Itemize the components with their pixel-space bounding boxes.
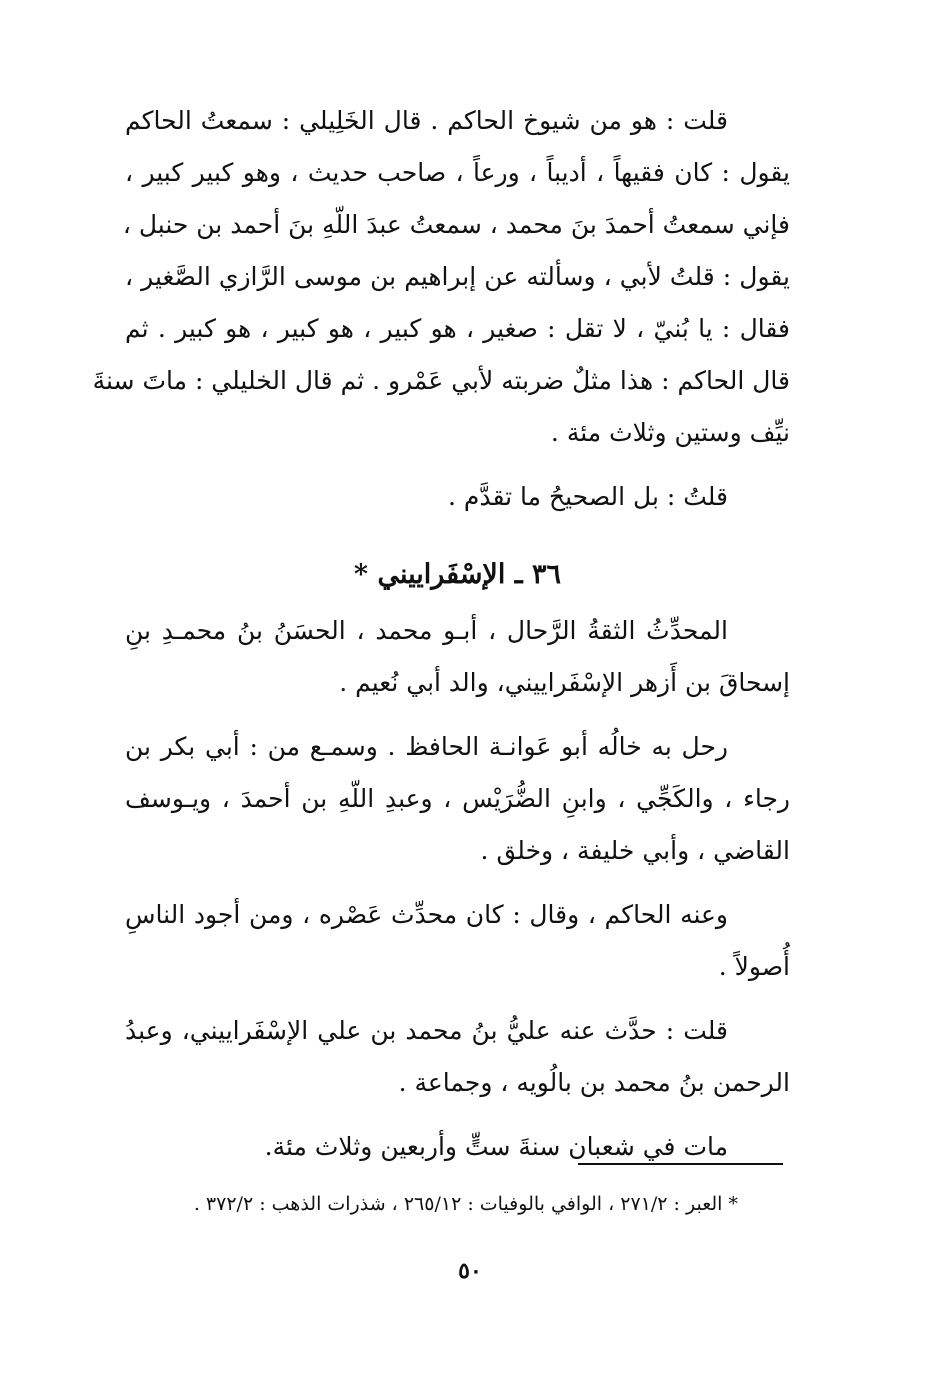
page-number: ٥٠ (458, 1258, 482, 1284)
text-line: وعنه الحاكم ، وقال : كان محدِّث عَصْره ، ومن أجود الناسِ (125, 900, 728, 929)
text-line: فقال : يا بُنيّ ، لا تقل : صغير ، هو كبير ، هو كبير ، هو كبير . ثم (125, 314, 790, 343)
text-line: الرحمن بنُ محمد بن بالُويه ، وجماعة . (398, 1068, 790, 1097)
paragraph-2 (125, 471, 790, 523)
text-line: قال الحاكم : هذا مثلٌ ضربته لأبي عَمْرو . ثم قال الخليلي : ماتَ سنةَ (92, 366, 790, 395)
paragraph-1 (92, 95, 790, 459)
entry-heading: ٣٦ ـ الإسْفَراييني * (353, 559, 562, 590)
text-line: قلت : حدَّث عنه عليُّ بنُ محمد بن علي الإسْفَراييني، وعبدُ (125, 1016, 728, 1045)
text-line: رجاء ، والكَجِّي ، وابنِ الضُّرَيْس ، وعبدِ اللّهِ بن أحمدَ ، ويـوسف (125, 784, 790, 813)
footnote: * العبر : ٢٧١/٢ ، الوافي بالوفيات : ٢٦٥/١٢ ، شذرات الذهب : ٣٧٢/٢ . (193, 1193, 738, 1215)
text-line: يقول : كان فقيهاً ، أديباً ، ورعاً ، صاحب حديث ، وهو كبير كبير ، (125, 158, 790, 187)
text-line: إسحاقَ بن أَزهر الإسْفَراييني، والد أبي نُعيم . (339, 668, 790, 697)
paragraph-4 (125, 721, 790, 877)
paragraph-7 (125, 1121, 790, 1173)
paragraph-3 (125, 605, 790, 709)
paragraph-6 (125, 1005, 790, 1109)
text-line: مات في شعبان سنةَ ستٍّ وأربعين وثلاث مئة. (264, 1132, 728, 1161)
text-line: المحدِّثُ الثقةُ الرَّحال ، أبـو محمد ، الحسَنُ بنُ محمـدِ بنِ (125, 616, 728, 645)
text-line: القاضي ، وأبي خليفة ، وخلق . (480, 836, 790, 865)
text-line: رحل به خالُه أبو عَوانـة الحافظ . وسمـع من : أبي بكر بن (125, 732, 728, 761)
text-line: يقول : قلتُ لأبي ، وسألته عن إبراهيم بن موسى الرَّازي الصَّغير ، (125, 262, 790, 291)
text-line: أُصولاً . (718, 952, 790, 981)
text-line: فإني سمعتُ أحمدَ بنَ محمد ، سمعتُ عبدَ اللّهِ بنَ أحمد بن حنبل ، (122, 210, 790, 239)
page-body (92, 95, 790, 1173)
footnote-divider (578, 1163, 783, 1165)
text-line: نيِّف وستين وثلاث مئة . (550, 418, 790, 447)
paragraph-5 (125, 889, 790, 993)
text-line: قلتُ : بل الصحيحُ ما تقدَّم . (448, 482, 728, 511)
text-line: قلت : هو من شيوخ الحاكم . قال الخَلِيلي : سمعتُ الحاكم (125, 106, 728, 135)
